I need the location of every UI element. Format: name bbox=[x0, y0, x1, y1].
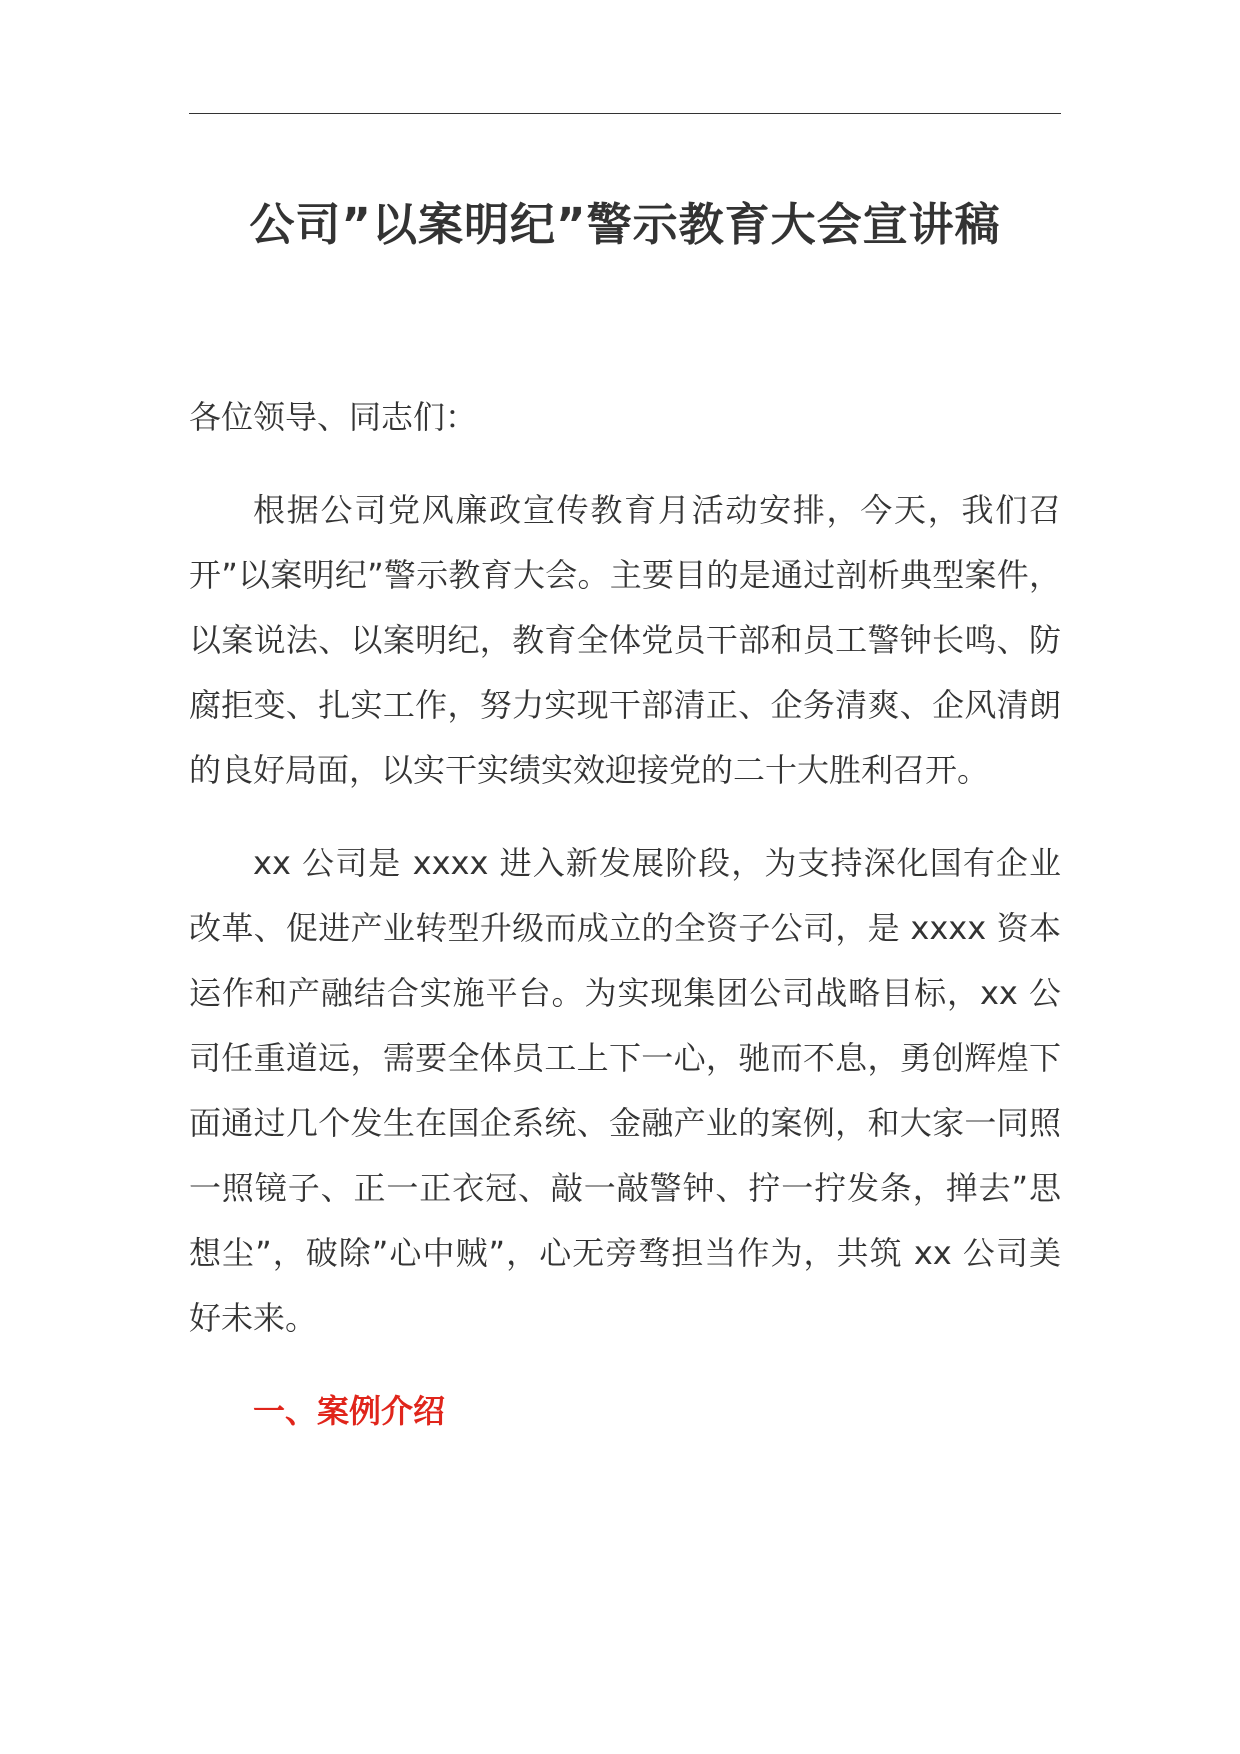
document-body bbox=[189, 385, 1061, 1444]
header-rule bbox=[189, 113, 1061, 114]
section-heading: 一、案例介绍 bbox=[253, 1392, 446, 1430]
salutation: 各位领导、同志们： bbox=[189, 398, 478, 436]
document-title: 公司”以案明纪”警示教育大会宣讲稿 bbox=[249, 198, 1001, 251]
paragraph-2: xx 公司是 xxxx 进入新发展阶段，为支持深化国有企业改革、促进产业转型升级而成立的全资子公司，是 xxxx 资本运作和产融结合实施平台。为实现集团公司战略目标，xx 公司任重道远，需要全体员工上下一心，驰而不息，勇创辉煌下面通过几个发生在国企系统、金融产业的案例，和大家一同照一照镜子、正一正衣冠、敲一敲警钟、拧一拧发条，掸去”思想尘”，破除”心中贼”，心无旁骛担当作为，共筑 xx 公司美好未来。 bbox=[189, 844, 1061, 1337]
paragraph-1: 根据公司党风廉政宣传教育月活动安排，今天，我们召开”以案明纪”警示教育大会。主要目的是通过剖析典型案件，以案说法、以案明纪，教育全体党员干部和员工警钟长鸣、防腐拒变、扎实工作，努力实现干部清正、企务清爽、企风清朗的良好局面，以实干实绩实效迎接党的二十大胜利召开。 bbox=[189, 491, 1061, 789]
